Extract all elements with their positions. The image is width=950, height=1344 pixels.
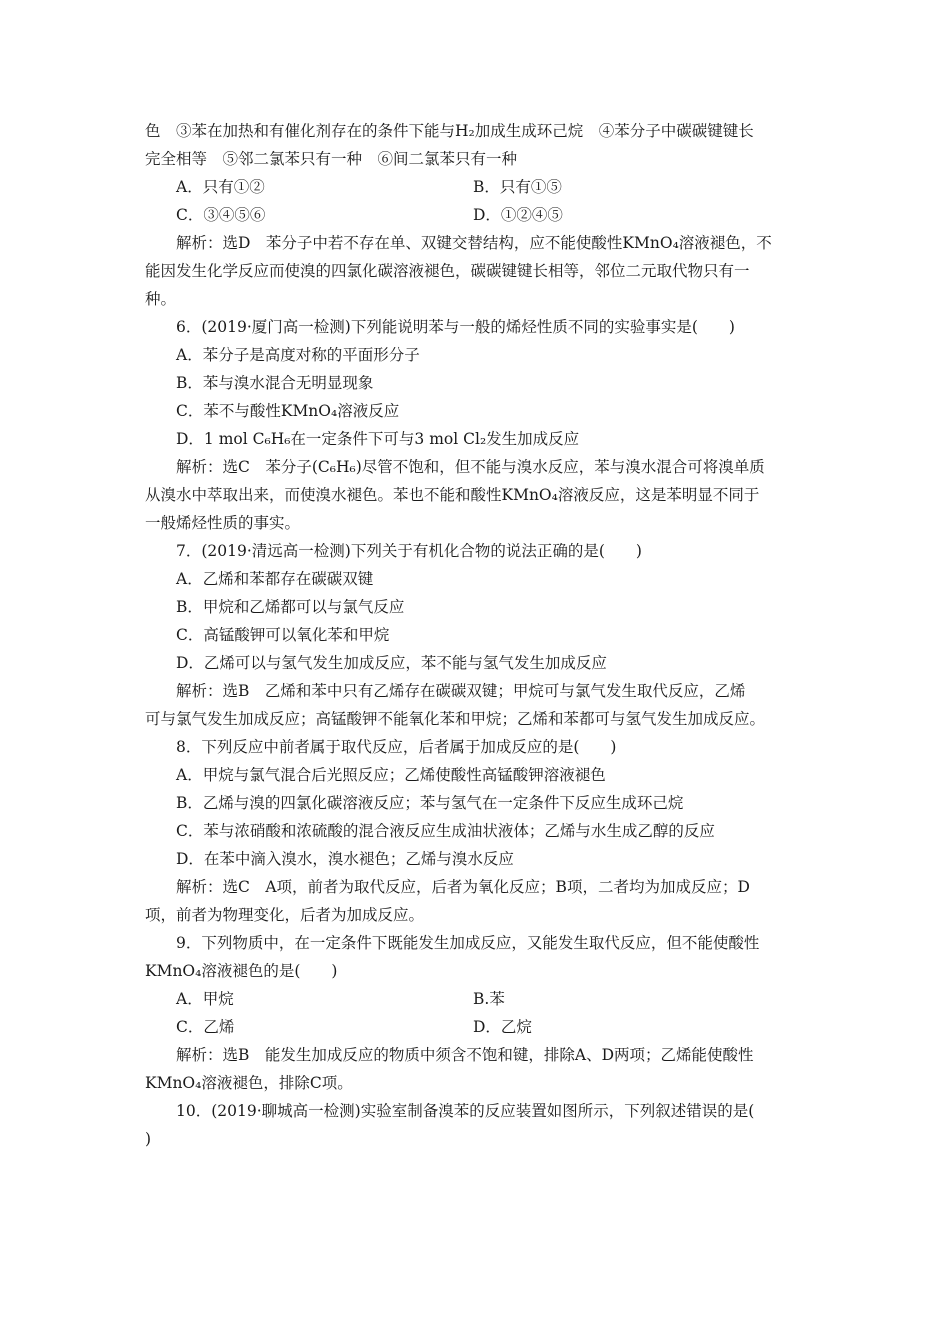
option-c: C．③④⑤⑥ — [176, 206, 266, 224]
option-d: D．①②④⑤ — [473, 206, 563, 224]
answer-analysis: 解析：选C 苯分子(C₆H₆)尽管不饱和，但不能与溴水反应，苯与溴水混合可将溴单质 — [176, 458, 765, 476]
option-a: A．只有①② — [176, 178, 265, 196]
option-a: A．甲烷与氯气混合后光照反应；乙烯使酸性高锰酸钾溶液褪色 — [176, 766, 606, 784]
question-stem: 8．下列反应中前者属于取代反应，后者属于加成反应的是( ) — [176, 738, 617, 756]
option-c: C．高锰酸钾可以氧化苯和甲烷 — [176, 626, 390, 644]
option-d: D．乙烷 — [473, 1018, 532, 1036]
option-a: A．苯分子是高度对称的平面形分子 — [176, 346, 420, 364]
answer-analysis: 种。 — [145, 290, 177, 308]
option-c: C．乙烯 — [176, 1018, 235, 1036]
question-stem: 10．(2019·聊城高一检测)实验室制备溴苯的反应装置如图所示，下列叙述错误的是( — [176, 1102, 755, 1120]
answer-analysis: 从溴水中萃取出来，而使溴水褪色。苯也不能和酸性KMnO₄溶液反应，这是苯明显不同于 — [145, 486, 760, 504]
option-b: B．甲烷和乙烯都可以与氯气反应 — [176, 598, 405, 616]
option-c: C．苯不与酸性KMnO₄溶液反应 — [176, 402, 400, 420]
answer-analysis: 一般烯烃性质的事实。 — [145, 514, 301, 532]
answer-analysis: 解析：选D 苯分子中若不存在单、双键交替结构，应不能使酸性KMnO₄溶液褪色，不 — [176, 234, 772, 252]
option-b: B．苯与溴水混合无明显现象 — [176, 374, 374, 392]
answer-analysis: 解析：选B 能发生加成反应的物质中须含不饱和键，排除A、D两项；乙烯能使酸性 — [176, 1046, 754, 1064]
question-stem: 6．(2019·厦门高一检测)下列能说明苯与一般的烯烃性质不同的实验事实是( ) — [176, 318, 735, 336]
option-b: B．只有①⑤ — [473, 178, 562, 196]
question-stem: ) — [145, 1130, 152, 1148]
answer-analysis: 解析：选C A项，前者为取代反应，后者为氧化反应；B项，二者均为加成反应；D — [176, 878, 750, 896]
answer-analysis: 解析：选B 乙烯和苯中只有乙烯存在碳碳双键；甲烷可与氯气发生取代反应，乙烯 — [176, 682, 746, 700]
option-d: D．乙烯可以与氢气发生加成反应，苯不能与氢气发生加成反应 — [176, 654, 607, 672]
option-a: A．甲烷 — [176, 990, 234, 1008]
question-stem: KMnO₄溶液褪色的是( ) — [145, 962, 338, 980]
option-a: A．乙烯和苯都存在碳碳双键 — [176, 570, 374, 588]
answer-analysis: 能因发生化学反应而使溴的四氯化碳溶液褪色，碳碳键键长相等，邻位二元取代物只有一 — [145, 262, 750, 280]
question-stem: 9．下列物质中，在一定条件下既能发生加成反应，又能发生取代反应，但不能使酸性 — [176, 934, 760, 952]
option-d: D．在苯中滴入溴水，溴水褪色；乙烯与溴水反应 — [176, 850, 514, 868]
option-b: B.苯 — [473, 990, 505, 1008]
option-b: B．乙烯与溴的四氯化碳溶液反应；苯与氢气在一定条件下反应生成环己烷 — [176, 794, 684, 812]
text-line: 色 ③苯在加热和有催化剂存在的条件下能与H₂加成生成环己烷 ④苯分子中碳碳键键长 — [145, 122, 754, 140]
text-line: 完全相等 ⑤邻二氯苯只有一种 ⑥间二氯苯只有一种 — [145, 150, 518, 168]
answer-analysis: 项，前者为物理变化，后者为加成反应。 — [145, 906, 425, 924]
option-d: D．1 mol C₆H₆在一定条件下可与3 mol Cl₂发生加成反应 — [176, 430, 580, 448]
answer-analysis: KMnO₄溶液褪色，排除C项。 — [145, 1074, 353, 1092]
answer-analysis: 可与氯气发生加成反应；高锰酸钾不能氧化苯和甲烷；乙烯和苯都可与氢气发生加成反应。 — [145, 710, 766, 728]
option-c: C．苯与浓硝酸和浓硫酸的混合液反应生成油状液体；乙烯与水生成乙醇的反应 — [176, 822, 715, 840]
question-stem: 7．(2019·清远高一检测)下列关于有机化合物的说法正确的是( ) — [176, 542, 642, 560]
